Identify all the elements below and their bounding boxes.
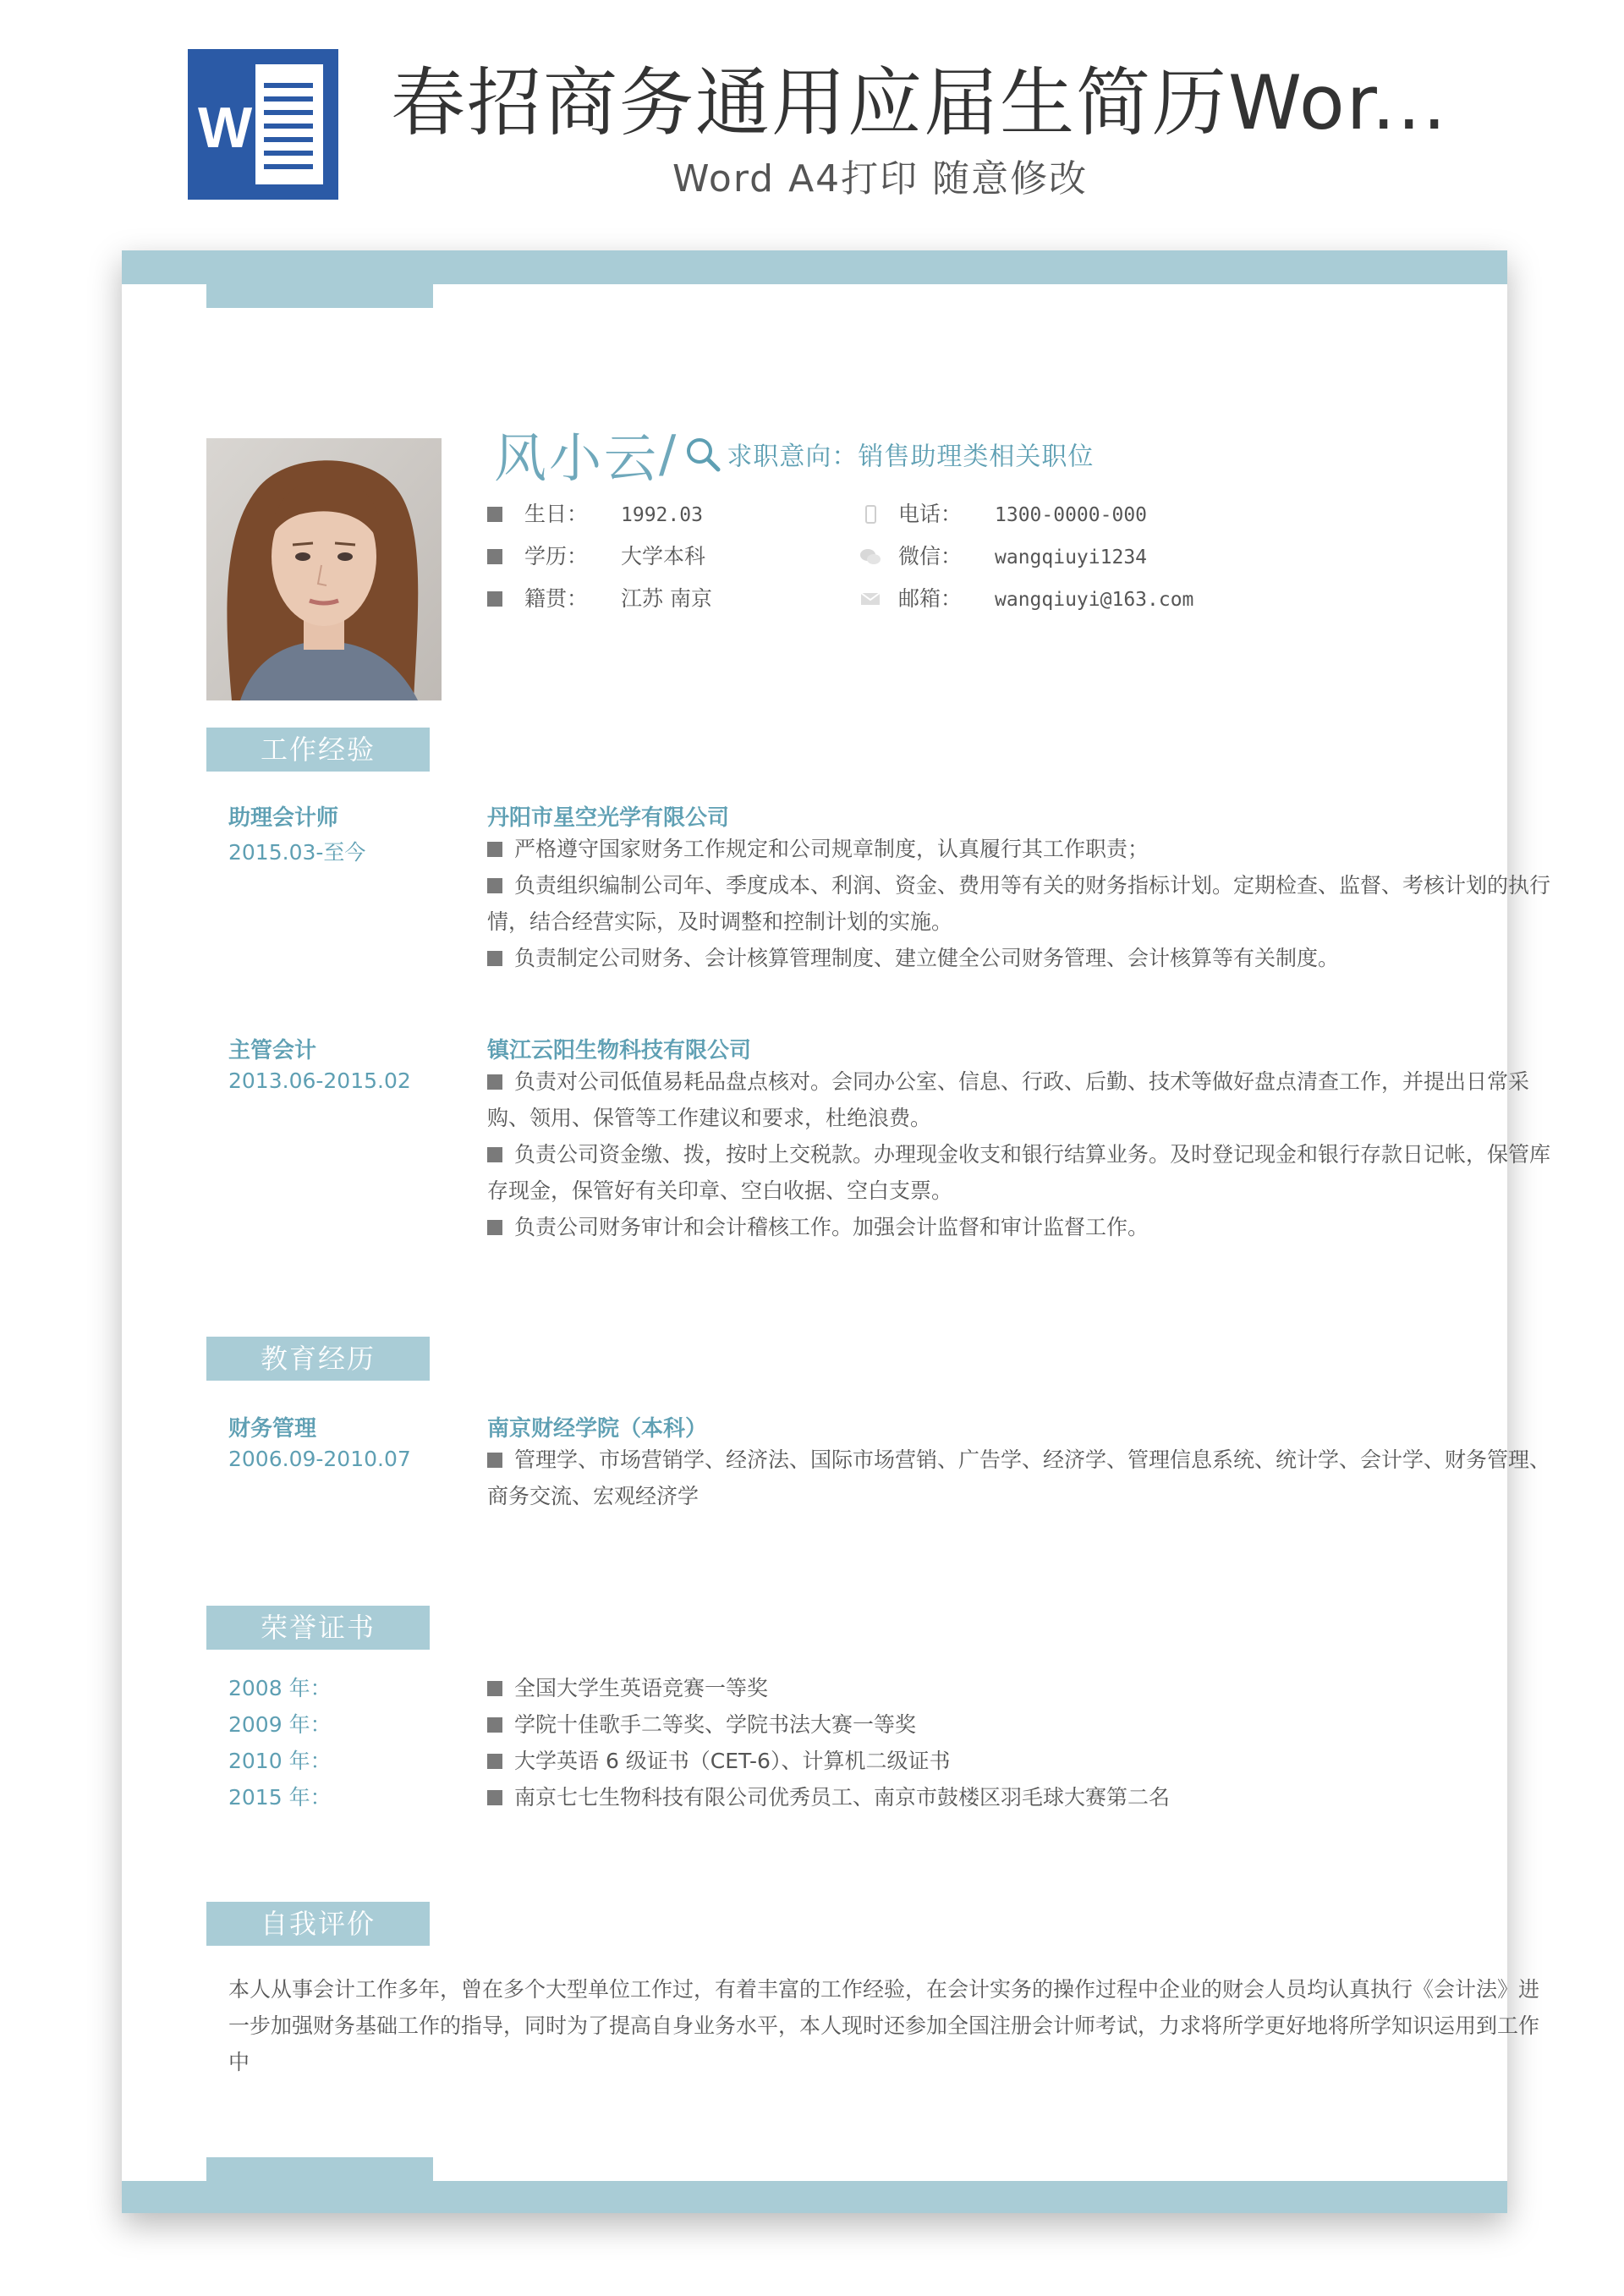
bullet-square-icon xyxy=(487,951,502,966)
page-title: 春招商务通用应届生简历Wor... xyxy=(391,59,1448,146)
section-honors-heading: 荣誉证书 xyxy=(206,1606,430,1650)
info-education: 学历： 大学本科 xyxy=(487,540,705,574)
portrait-photo xyxy=(206,438,442,700)
education-date: 2006.09-2010.07 xyxy=(228,1447,411,1471)
info-hometown: 籍贯： 江苏 南京 xyxy=(487,582,712,616)
honor-year-1: 2008 年： xyxy=(228,1676,332,1700)
work-company-2: 镇江云阳生物科技有限公司 xyxy=(487,1038,752,1063)
list-item: 大学英语 6 级证书（CET-6）、计算机二级证书 xyxy=(487,1743,1553,1779)
bullet-square-icon xyxy=(487,1147,502,1162)
bullet-square-icon xyxy=(487,591,502,607)
bullet-square-icon xyxy=(487,1754,502,1769)
work-company-1: 丹阳市星空光学有限公司 xyxy=(487,805,730,831)
honor-year-2: 2009 年： xyxy=(228,1712,332,1737)
list-item: 负责制定公司财务、会计核算管理制度、建立健全公司财务管理、会计核算等有关制度。 xyxy=(487,940,1553,976)
bullet-square-icon xyxy=(487,1453,502,1468)
list-item: 负责公司财务审计和会计稽核工作。加强会计监督和审计监督工作。 xyxy=(487,1209,1553,1245)
list-item: 南京七七生物科技有限公司优秀员工、南京市鼓楼区羽毛球大赛第二名 xyxy=(487,1779,1553,1815)
education-courses xyxy=(487,1442,1553,1514)
section-education-heading: 教育经历 xyxy=(206,1337,430,1381)
mail-icon xyxy=(859,590,881,608)
bullet-square-icon xyxy=(487,842,502,857)
candidate-name: 风小云 xyxy=(494,427,660,489)
list-item: 全国大学生英语竞赛一等奖 xyxy=(487,1670,1553,1706)
bullet-square-icon xyxy=(487,1681,502,1696)
top-accent-bar xyxy=(122,250,1507,284)
bullet-square-icon xyxy=(487,878,502,893)
work-desc-2 xyxy=(487,1063,1553,1245)
job-intent: 求职意向：销售助理类相关职位 xyxy=(727,442,1095,472)
top-accent-tab xyxy=(206,284,433,308)
education-school: 南京财经学院（本科） xyxy=(487,1416,708,1442)
bottom-accent-bar xyxy=(122,2181,1507,2213)
work-date-1: 2015.03-至今 xyxy=(228,840,366,865)
list-item: 严格遵守国家财务工作规定和公司规章制度，认真履行其工作职责； xyxy=(487,831,1553,867)
bullet-square-icon xyxy=(487,1220,502,1235)
page-subtitle: Word A4打印 随意修改 xyxy=(672,157,1089,200)
honors-list xyxy=(487,1670,1553,1815)
word-icon-letter: W xyxy=(198,96,253,160)
section-work-heading: 工作经验 xyxy=(206,728,430,772)
name-line xyxy=(494,416,1094,492)
word-doc-icon xyxy=(188,49,338,200)
list-item: 负责公司资金缴、拨，按时上交税款。办理现金收支和银行结算业务。及时登记现金和银行存款日记帐，保管库存现金，保管好有关印章、空白收据、空白支票。 xyxy=(487,1142,1551,1203)
work-role-2: 主管会计 xyxy=(228,1038,317,1063)
list-item: 管理学、市场营销学、经济法、国际市场营销、广告学、经济学、管理信息系统、统计学、会计学、财务管理、商务交流、宏观经济学 xyxy=(487,1447,1551,1508)
info-phone: 电话： 1300-0000-000 xyxy=(859,497,1147,532)
search-icon xyxy=(683,435,722,474)
honor-year-3: 2010 年： xyxy=(228,1749,332,1773)
bullet-square-icon xyxy=(487,1074,502,1090)
phone-icon xyxy=(859,505,881,524)
bullet-square-icon xyxy=(487,1790,502,1805)
work-role-1: 助理会计师 xyxy=(228,805,339,831)
work-desc-1 xyxy=(487,831,1553,976)
work-date-2: 2013.06-2015.02 xyxy=(228,1068,411,1093)
section-self-eval-heading: 自我评价 xyxy=(206,1902,430,1946)
info-email: 邮箱： wangqiuyi@163.com xyxy=(859,582,1193,617)
list-item: 负责对公司低值易耗品盘点核对。会同办公室、信息、行政、后勤、技术等做好盘点清查工作，并提出日常采购、领用、保管等工作建议和要求，杜绝浪费。 xyxy=(487,1069,1530,1130)
name-separator: / xyxy=(659,424,677,484)
bottom-accent-tab xyxy=(206,2157,433,2181)
list-item: 负责组织编制公司年、季度成本、利润、资金、费用等有关的财务指标计划。定期检查、监督、考核计划的执行情，结合经营实际，及时调整和控制计划的实施。 xyxy=(487,873,1551,934)
bullet-square-icon xyxy=(487,549,502,564)
list-item: 学院十佳歌手二等奖、学院书法大赛一等奖 xyxy=(487,1706,1553,1743)
bullet-square-icon xyxy=(487,1717,502,1733)
wechat-icon xyxy=(859,547,881,566)
info-wechat: 微信： wangqiuyi1234 xyxy=(859,540,1147,574)
info-birthday: 生日： 1992.03 xyxy=(487,497,703,532)
self-eval-text: 本人从事会计工作多年，曾在多个大型单位工作过，有着丰富的工作经验，在会计实务的操作过程中企业的财会人员均认真执行《会计法》进一步加强财务基础工作的指导，同时为了提高自身业务水平，本人现时还参加全国注册会计师考试，力求将所学更好地将所学知识运用到工作中 xyxy=(228,1977,1540,2074)
honor-year-4: 2015 年： xyxy=(228,1785,332,1810)
education-major: 财务管理 xyxy=(228,1416,317,1442)
bullet-square-icon xyxy=(487,507,502,522)
resume-sheet xyxy=(122,250,1551,2213)
